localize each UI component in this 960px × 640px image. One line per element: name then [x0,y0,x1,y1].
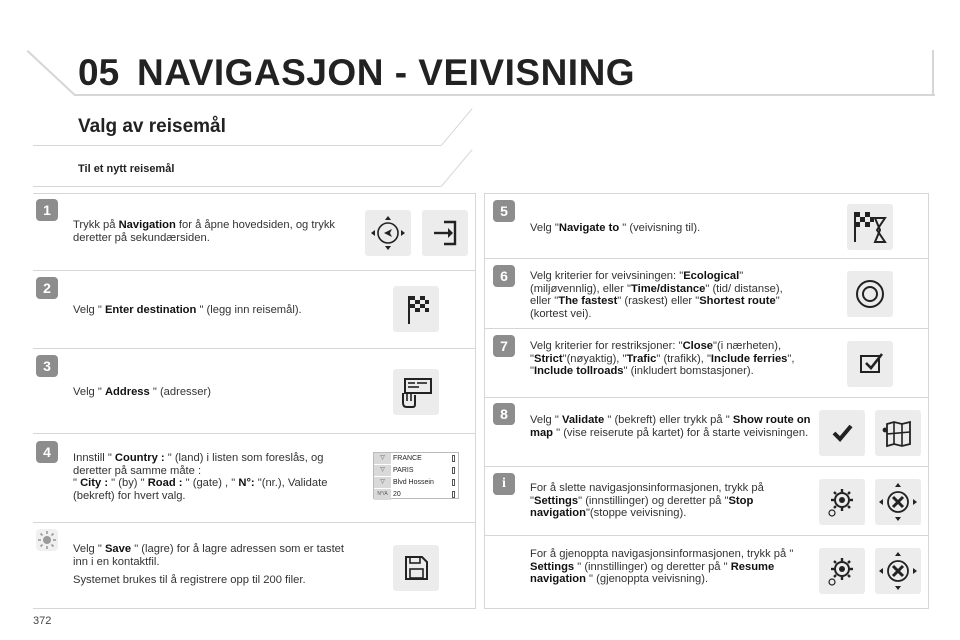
stop-navigation-text: For å slette navigasjonsinformasjonen, trykk på "Settings" (innstillinger) og deretter på "Stop navigation"(stoppe veivisning). [530,482,764,519]
step-2-text: Velg " Enter destination " (legg inn reisemål). [73,304,302,316]
left-row-line-3 [33,433,476,434]
subsection-rule-diag [441,149,473,186]
resume-navigation-icon [875,548,921,594]
left-row-line-2 [33,348,476,349]
left-row-line-1 [33,270,476,271]
left-bottom-line [33,608,476,609]
validate-check-icon [819,410,865,456]
chapter-number: 05 [78,52,120,93]
list-item: ▽ PARIS [374,465,458,476]
address-list-panel [373,452,459,499]
step-badge-8: 8 [493,403,515,425]
navigate-to-icon [847,204,893,250]
enter-page-icon [422,210,468,256]
right-row-line-4 [484,466,929,467]
save-icon [393,545,439,591]
header-rule-diagonal [27,50,77,96]
route-criteria-icon [847,271,893,317]
address-hand-icon [393,369,439,415]
step-5-text: Velg "Navigate to " (veivisning til). [530,222,701,234]
step-4-text: Innstill " Country : " (land) i listen som foreslås, og deretter på samme måte : " City : " (by) " Road : " (gate) , " N°: "(nr.), Validate (bekreft) for hvert valg. [73,452,328,502]
step-1-text: Trykk på Navigation for å åpne hovedsiden, og trykk deretter på sekundærsiden. [73,219,336,244]
left-top-line [33,193,476,194]
right-top-line [484,193,929,194]
left-col-border [475,193,476,608]
subsection-title: Til et nytt reisemål [78,163,175,175]
section-title: Valg av reisemål [78,116,226,137]
subsection-rule [33,186,441,187]
save-tip-text-2: Systemet brukes til å registrere opp til 200 filer. [73,574,306,586]
section-rule [33,145,441,146]
step-badge-2: 2 [36,277,58,299]
joystick-icon [365,210,411,256]
settings-gear-icon [819,548,865,594]
step-3-text: Velg " Address " (adresser) [73,386,211,398]
right-row-line-2 [484,328,929,329]
step-badge-7: 7 [493,335,515,357]
resume-navigation-text: For å gjenoppta navigasjonsinformasjonen, trykk på " Settings " (innstillinger) og deretter på " Resume navigation " (gjenoppta veivisning). [530,548,794,585]
right-row-line-3 [484,397,929,398]
list-item: N°/A 20 [374,489,458,500]
page-number: 372 [33,615,52,627]
step-8-text: Velg " Validate " (bekreft) eller trykk på " Show route on map " (vise reiserute på kartet) for å starte veivisningen. [530,414,811,439]
right-col-border-left [484,193,485,608]
stop-navigation-icon [875,479,921,525]
step-badge-3: 3 [36,355,58,377]
left-row-line-4 [33,522,476,523]
list-item: ▽ FRANCE [374,453,458,464]
step-badge-4: 4 [36,441,58,463]
list-item: ▽ Blvd Hossein [374,477,458,488]
checkbox-icon [847,341,893,387]
step-badge-1: 1 [36,199,58,221]
header-rule [75,94,935,96]
step-badge-6: 6 [493,265,515,287]
right-bottom-line [484,608,929,609]
save-tip-text: Velg " Save " (lagre) for å lagre adressen som er tastet inn i en kontaktfil. [73,543,345,568]
chapter-title: NAVIGASJON - VEIVISNING [137,52,636,93]
right-row-line-1 [484,258,929,259]
header-rule-end [932,50,934,94]
right-row-line-5 [484,535,929,536]
show-route-map-icon [875,410,921,456]
step-badge-5: 5 [493,200,515,222]
tip-badge [36,529,58,551]
info-badge: i [493,473,515,495]
sun-tip-icon [36,529,58,551]
section-rule-diag [441,108,473,145]
settings-gear-icon [819,479,865,525]
step-6-text: Velg kriterier for veivsiningen: "Ecological" (miljøvennlig), eller "Time/distance" (tid/ distanse), eller "The fastest" (raskest) eller "Shortest route"(kortest vei). [530,270,783,320]
step-7-text: Velg kriterier for restriksjoner: "Close"(i nærheten), "Strict"(nøyaktig), "Trafic" (trafikk), "Include ferries", "Include tollroads" (inkludert bomstasjoner). [530,340,795,377]
right-col-border-right [928,193,929,608]
checkered-flag-icon [393,286,439,332]
